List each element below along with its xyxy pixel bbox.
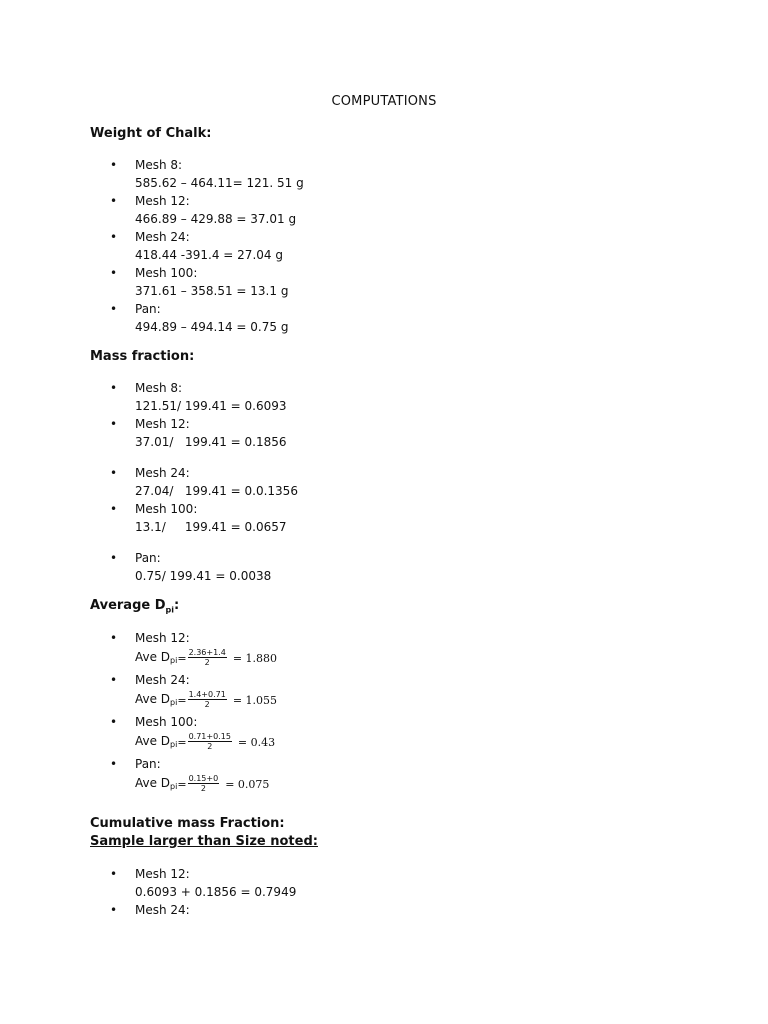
formula-lhs: Ave $D_{pi}$ <box>135 734 178 749</box>
heading-subscript: pi <box>165 605 174 615</box>
list-item <box>110 713 710 755</box>
bullet-icon: • <box>110 715 118 729</box>
section-heading-mass: Mass fraction: <box>90 349 195 364</box>
bullet-icon: • <box>110 673 118 687</box>
bullet-icon: • <box>110 867 118 881</box>
item-calculation: 0.75/ 199.41 = 0.0038 <box>135 569 272 583</box>
item-label: Mesh 24: <box>135 230 190 244</box>
fraction <box>188 690 227 709</box>
list-item <box>110 379 710 415</box>
fraction-denominator: 2 <box>207 741 213 751</box>
item-calculation: 466.89 – 429.88 = 37.01 g <box>135 212 297 226</box>
list-item <box>110 228 710 264</box>
section-heading-cumulative: Cumulative mass Fraction: <box>90 816 285 831</box>
item-calculation: 371.61 – 358.51 = 13.1 g <box>135 284 289 298</box>
fraction-denominator: 2 <box>204 699 210 709</box>
formula-result: = 0.075 <box>225 778 270 791</box>
fraction-numerator: 1.4+0.71 <box>188 689 226 699</box>
bullet-icon: • <box>110 302 118 316</box>
bullet-icon: • <box>110 417 118 431</box>
item-label: Mesh 8: <box>135 381 183 395</box>
average-formula <box>135 731 710 755</box>
item-label: Pan: <box>135 551 161 565</box>
bullet-icon: • <box>110 230 118 244</box>
list-item <box>110 755 710 797</box>
item-label: Mesh 8: <box>135 158 183 172</box>
item-label: Mesh 24: <box>135 903 190 917</box>
fraction-numerator: 2.36+1.4 <box>188 647 226 657</box>
item-label: Mesh 12: <box>135 631 190 645</box>
bullet-icon: • <box>110 757 118 771</box>
list-item <box>110 671 710 713</box>
item-label: Mesh 100: <box>135 715 198 729</box>
list-item <box>110 156 710 192</box>
fraction-denominator: 2 <box>204 657 210 667</box>
fraction-denominator: 2 <box>200 783 206 793</box>
formula-result: = 0.43 <box>237 736 276 749</box>
fraction <box>188 732 232 751</box>
item-label: Pan: <box>135 757 161 771</box>
item-calculation: 0.6093 + 0.1856 = 0.7949 <box>135 885 297 899</box>
formula-result: = 1.055 <box>232 694 278 707</box>
formula-equals: = <box>177 778 187 791</box>
page-title: COMPUTATIONS <box>331 94 437 109</box>
list-item <box>110 264 710 300</box>
section-heading-average <box>90 598 179 615</box>
item-calculation: 37.01/ 199.41 = 0.1856 <box>135 435 287 449</box>
average-list <box>110 629 710 797</box>
item-label: Mesh 12: <box>135 194 190 208</box>
bullet-icon: • <box>110 466 118 480</box>
item-label: Mesh 100: <box>135 266 198 280</box>
item-calculation: 27.04/ 199.41 = 0.0.1356 <box>135 484 298 498</box>
bullet-icon: • <box>110 194 118 208</box>
section-heading-weight: Weight of Chalk: <box>90 126 212 141</box>
section-subheading-cumulative: Sample larger than Size noted: <box>90 834 318 849</box>
average-formula <box>135 773 710 797</box>
fraction-numerator: 0.71+0.15 <box>188 731 231 741</box>
formula-result: = 1.880 <box>232 652 278 665</box>
list-item <box>110 500 710 536</box>
item-calculation: 418.44 -391.4 = 27.04 g <box>135 248 283 262</box>
item-label: Mesh 24: <box>135 466 190 480</box>
formula-lhs: Ave $D_{pi}$ <box>135 776 178 791</box>
average-formula <box>135 647 710 671</box>
average-formula <box>135 689 710 713</box>
mass-list <box>110 379 710 585</box>
list-item <box>110 300 710 336</box>
fraction-numerator: 0.15+0 <box>188 773 219 783</box>
bullet-icon: • <box>110 631 118 645</box>
fraction <box>188 648 227 667</box>
item-label: Mesh 100: <box>135 502 198 516</box>
list-item <box>110 415 710 451</box>
list-item <box>110 901 710 919</box>
fraction <box>188 774 220 793</box>
item-label: Mesh 24: <box>135 673 190 687</box>
formula-lhs: Ave $D_{pi}$ <box>135 692 178 707</box>
item-calculation: 494.89 – 494.14 = 0.75 g <box>135 320 289 334</box>
item-calculation: 13.1/ 199.41 = 0.0657 <box>135 520 287 534</box>
item-label: Mesh 12: <box>135 867 190 881</box>
bullet-icon: • <box>110 381 118 395</box>
list-item <box>110 192 710 228</box>
heading-text: Average D <box>90 598 166 613</box>
bullet-icon: • <box>110 551 118 565</box>
bullet-icon: • <box>110 158 118 172</box>
bullet-icon: • <box>110 266 118 280</box>
list-item <box>110 549 710 585</box>
list-item <box>110 629 710 671</box>
formula-equals: = <box>177 652 187 665</box>
heading-colon: : <box>173 598 180 613</box>
item-label: Pan: <box>135 302 161 316</box>
formula-equals: = <box>177 736 187 749</box>
list-item <box>110 865 710 901</box>
bullet-icon: • <box>110 502 118 516</box>
item-label: Mesh 12: <box>135 417 190 431</box>
item-calculation: 585.62 – 464.11= 121. 51 g <box>135 176 304 190</box>
formula-lhs: Ave $D_{pi}$ <box>135 650 178 665</box>
item-calculation: 121.51/ 199.41 = 0.6093 <box>135 399 287 413</box>
formula-equals: = <box>177 694 187 707</box>
bullet-icon: • <box>110 903 118 917</box>
cumulative-list <box>110 865 710 919</box>
list-item <box>110 464 710 500</box>
weight-list <box>110 156 710 336</box>
